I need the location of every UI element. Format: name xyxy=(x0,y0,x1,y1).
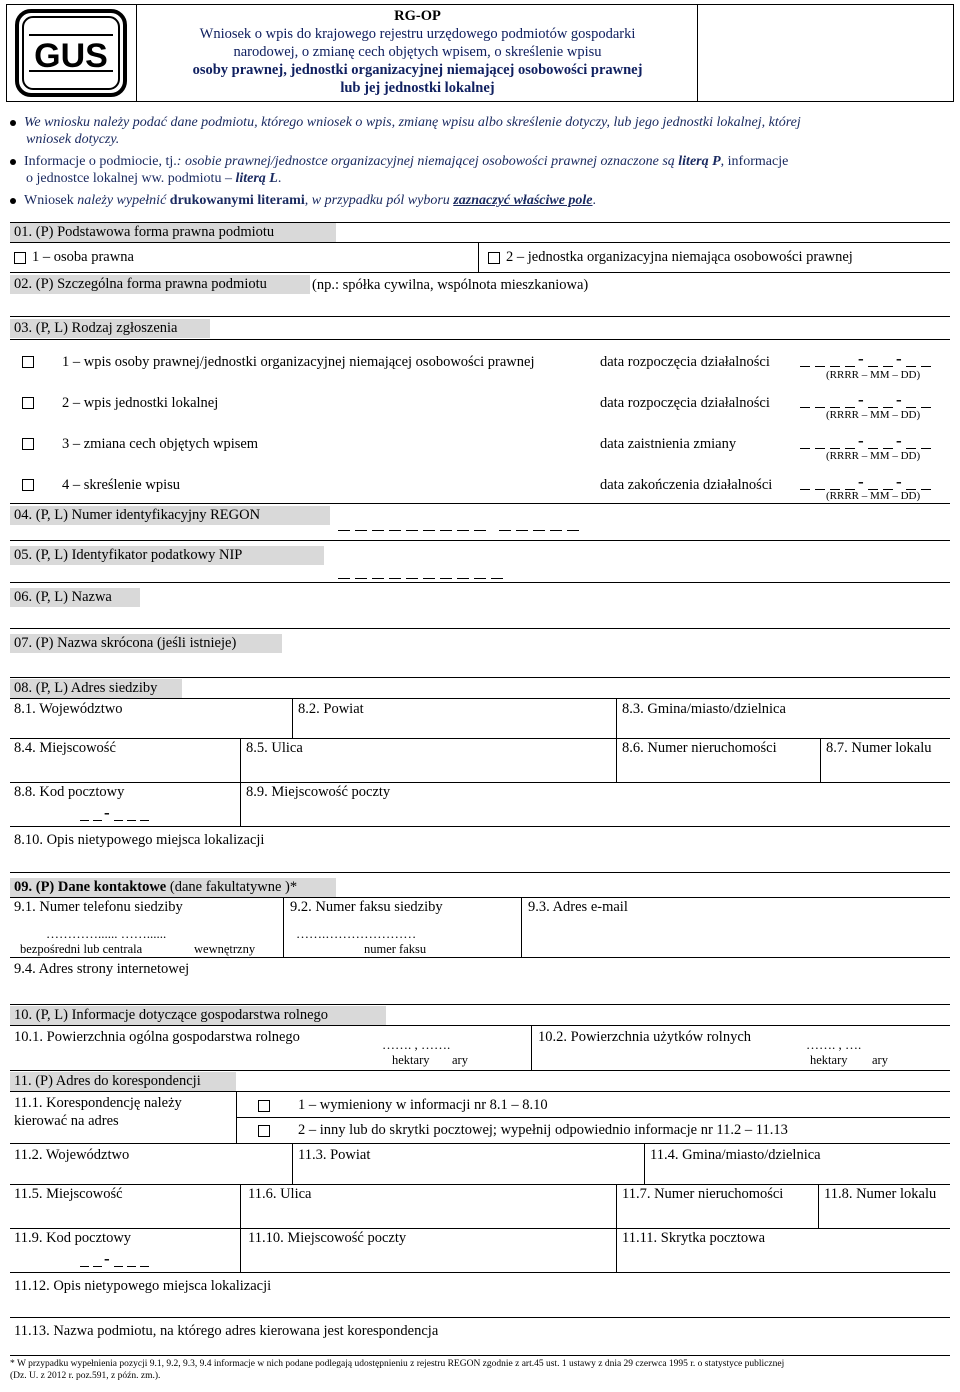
telefon-label-2: wewnętrzny xyxy=(194,942,256,956)
field-8-1[interactable]: 8.1. Województwo xyxy=(14,701,123,717)
date-format-hint: (RRRR – MM – DD) xyxy=(826,490,921,502)
digit-slot xyxy=(140,820,149,821)
field-8-4[interactable]: 8.4. Miejscowość xyxy=(14,740,116,756)
digit-slot xyxy=(883,448,893,449)
option-jednostka-checkbox[interactable] xyxy=(488,252,500,264)
section-07-title: 07. (P) Nazwa skrócona (jeśli istnieje) xyxy=(10,634,282,653)
digit-slot xyxy=(440,578,452,579)
form-header xyxy=(6,4,954,102)
field-11-4[interactable]: 11.4. Gmina/miasto/dzielnica xyxy=(650,1147,821,1163)
field-8-2[interactable]: 8.2. Powiat xyxy=(298,701,364,717)
digit-slot xyxy=(499,530,511,531)
digit-slot xyxy=(114,1266,123,1267)
digit-slot xyxy=(800,448,810,449)
digit-slot xyxy=(830,407,840,408)
field-11-2[interactable]: 11.2. Województwo xyxy=(14,1147,130,1163)
digit-slot xyxy=(355,530,367,531)
rodzaj-1-label: 1 – wpis osoby prawnej/jednostki organizacyjnej niemającej osobowości prawnej xyxy=(62,354,535,370)
digit-slot xyxy=(800,366,810,367)
digit-slot xyxy=(93,1266,102,1267)
digit-slot xyxy=(815,448,825,449)
separator-dash: - xyxy=(896,349,902,368)
rodzaj-4-checkbox[interactable] xyxy=(22,479,34,491)
separator-dash: - xyxy=(104,803,110,822)
footnote-line-2: (Dz. U. z 2012 r. poz.591, z późn. zm.). xyxy=(10,1371,161,1381)
digit-slot xyxy=(830,366,840,367)
telefon-label-1: bezpośredni lub centrala xyxy=(20,942,143,956)
field-11-5[interactable]: 11.5. Miejscowość xyxy=(14,1186,123,1202)
digit-slot xyxy=(140,1266,149,1267)
instruction-1-cont: wniosek dotyczy. xyxy=(26,132,120,147)
digit-slot xyxy=(868,407,878,408)
field-8-7[interactable]: 8.7. Numer lokalu xyxy=(826,740,932,756)
section-09-title: 09. (P) Dane kontaktowe (dane fakultatywne )* xyxy=(10,878,336,897)
field-11-6[interactable]: 11.6. Ulica xyxy=(248,1186,312,1202)
digit-slot xyxy=(80,1266,89,1267)
rodzaj-2-checkbox[interactable] xyxy=(22,397,34,409)
digit-slot xyxy=(457,578,469,579)
digit-slot xyxy=(815,366,825,367)
section-11-title: 11. (P) Adres do korespondencji xyxy=(10,1072,236,1091)
field-8-8[interactable]: 8.8. Kod pocztowy xyxy=(14,784,125,800)
logo-text: GUS xyxy=(34,37,108,75)
separator-dash: - xyxy=(858,431,864,450)
digit-slot xyxy=(868,366,878,367)
digit-slot xyxy=(533,530,545,531)
digit-slot xyxy=(127,820,136,821)
szczegolna-forma-input[interactable] xyxy=(10,296,950,314)
footnote-line-1: * W przypadku wypełnienia pozycji 9.1, 9.2, 9.3, 9.4 informacje w nich podane podlegają udostępnieniu z rejestru REGON zgodnie z art.45 ust. 1 ustawy z dnia 29 czerwca 1995 r. o statystyce publicznej xyxy=(10,1359,785,1369)
digit-slot xyxy=(906,407,916,408)
faks-dots: …….………………… xyxy=(296,926,417,941)
digit-slot xyxy=(845,407,855,408)
nazwa-skrocona-input[interactable] xyxy=(10,654,950,674)
telefon-dots: …………...... ……...... xyxy=(46,926,167,941)
nazwa-input[interactable] xyxy=(10,608,950,628)
field-11-1-line2: kierować na adres xyxy=(14,1113,119,1129)
rodzaj-1-date-label: data rozpoczęcia działalności xyxy=(600,354,770,370)
field-8-3[interactable]: 8.3. Gmina/miasto/dzielnica xyxy=(622,701,786,717)
digit-slot xyxy=(883,407,893,408)
digit-slot xyxy=(372,578,384,579)
digit-slot xyxy=(567,530,579,531)
date-format-hint: (RRRR – MM – DD) xyxy=(826,409,921,421)
field-11-12[interactable]: 11.12. Opis nietypowego miejsca lokalizacji xyxy=(14,1278,272,1294)
field-8-5[interactable]: 8.5. Ulica xyxy=(246,740,303,756)
gus-logo xyxy=(7,5,137,101)
digit-slot xyxy=(550,530,562,531)
bullet-icon xyxy=(10,198,16,204)
digit-slot xyxy=(845,448,855,449)
digit-slot xyxy=(815,407,825,408)
korespondencja-1-label: 1 – wymieniony w informacji nr 8.1 – 8.10 xyxy=(298,1097,548,1113)
section-01-title: 01. (P) Podstawowa forma prawna podmiotu xyxy=(10,223,336,242)
digit-slot xyxy=(921,489,931,490)
option-osoba-prawna-label: 1 – osoba prawna xyxy=(32,249,134,265)
section-06-title: 06. (P, L) Nazwa xyxy=(10,588,140,607)
field-11-8[interactable]: 11.8. Numer lokalu xyxy=(824,1186,937,1202)
digit-slot xyxy=(921,448,931,449)
digit-slot xyxy=(491,578,503,579)
separator-dash: - xyxy=(896,390,902,409)
korespondencja-1-checkbox[interactable] xyxy=(258,1100,270,1112)
title-line-4: lub jej jednostki lokalnej xyxy=(340,80,495,96)
field-10-2[interactable]: 10.2. Powierzchnia użytków rolnych xyxy=(538,1029,752,1045)
digit-slot xyxy=(372,530,384,531)
rodzaj-4-label: 4 – skreślenie wpisu xyxy=(62,477,180,493)
form-code: RG-OP xyxy=(394,8,441,24)
korespondencja-2-label: 2 – inny lub do skrytki pocztowej; wypełnij odpowiednio informacje nr 11.2 – 11.13 xyxy=(298,1122,788,1138)
section-04-title: 04. (P, L) Numer identyfikacyjny REGON xyxy=(10,506,330,525)
digit-slot xyxy=(406,530,418,531)
date-format-hint: (RRRR – MM – DD) xyxy=(826,369,921,381)
rodzaj-1-checkbox[interactable] xyxy=(22,356,34,368)
digit-slot xyxy=(906,366,916,367)
field-11-13[interactable]: 11.13. Nazwa podmiotu, na którego adres kierowana jest korespondencja xyxy=(14,1323,439,1339)
instruction-2: Informacje o podmiocie, tj.: osobie prawnej/jednostce organizacyjnej niemającej osobowości prawnej oznaczone są literą P, informacje xyxy=(10,153,788,170)
field-10-1[interactable]: 10.1. Powierzchnia ogólna gospodarstwa rolnego xyxy=(14,1029,300,1045)
field-8-9[interactable]: 8.9. Miejscowość poczty xyxy=(246,784,391,800)
digit-slot xyxy=(423,530,435,531)
instruction-2-cont: o jednostce lokalnej ww. podmiotu – literą L. xyxy=(26,171,282,186)
ary-label: ary xyxy=(872,1053,888,1067)
rodzaj-3-date-label: data zaistnienia zmiany xyxy=(600,436,737,452)
digit-slot xyxy=(406,578,418,579)
rodzaj-2-date-label: data rozpoczęcia działalności xyxy=(600,395,770,411)
instruction-3: Wniosek należy wypełnić drukowanymi literami, w przypadku pól wyboru zaznaczyć właściwe pole. xyxy=(10,192,596,209)
digit-slot xyxy=(474,578,486,579)
field-10-1-value: ……. , ……. xyxy=(382,1037,451,1052)
field-11-7[interactable]: 11.7. Numer nieruchomości xyxy=(622,1186,784,1202)
separator-dash: - xyxy=(896,431,902,450)
field-9-3[interactable]: 9.3. Adres e-mail xyxy=(528,899,628,915)
field-11-9[interactable]: 11.9. Kod pocztowy xyxy=(14,1230,132,1246)
digit-slot xyxy=(516,530,528,531)
digit-slot xyxy=(906,448,916,449)
digit-slot xyxy=(389,578,401,579)
digit-slot xyxy=(355,578,367,579)
section-02-title: 02. (P) Szczególna forma prawna podmiotu xyxy=(10,275,310,294)
digit-slot xyxy=(845,366,855,367)
field-9-2[interactable]: 9.2. Numer faksu siedziby xyxy=(290,899,443,915)
separator-dash: - xyxy=(104,1249,110,1268)
hektary-label: hektary xyxy=(810,1053,848,1067)
option-jednostka-label: 2 – jednostka organizacyjna niemająca osobowości prawnej xyxy=(506,249,853,265)
digit-slot xyxy=(815,489,825,490)
digit-slot xyxy=(440,530,452,531)
bullet-icon xyxy=(10,159,16,165)
digit-slot xyxy=(338,578,350,579)
form-title xyxy=(138,5,698,101)
section-10-title: 10. (P, L) Informacje dotyczące gospodarstwa rolnego xyxy=(10,1006,386,1025)
date-format-hint: (RRRR – MM – DD) xyxy=(826,450,921,462)
ary-label: ary xyxy=(452,1053,468,1067)
digit-slot xyxy=(474,530,486,531)
rodzaj-3-checkbox[interactable] xyxy=(22,438,34,450)
digit-slot xyxy=(114,820,123,821)
faks-label: numer faksu xyxy=(364,942,427,956)
title-line-1: Wniosek o wpis do krajowego rejestru urzędowego podmiotów gospodarki xyxy=(199,26,636,42)
digit-slot xyxy=(93,820,102,821)
digit-slot xyxy=(80,820,89,821)
field-8-10[interactable]: 8.10. Opis nietypowego miejsca lokalizacji xyxy=(14,832,265,848)
bullet-icon xyxy=(10,120,16,126)
hektary-label: hektary xyxy=(392,1053,430,1067)
digit-slot xyxy=(883,366,893,367)
digit-slot xyxy=(389,530,401,531)
rodzaj-3-label: 3 – zmiana cech objętych wpisem xyxy=(62,436,259,452)
rodzaj-4-date-label: data zakończenia działalności xyxy=(600,477,773,493)
section-02-hint: (np.: spółka cywilna, wspólnota mieszkaniowa) xyxy=(312,277,589,293)
digit-slot xyxy=(457,530,469,531)
separator-dash: - xyxy=(858,472,864,491)
digit-slot xyxy=(921,366,931,367)
digit-slot xyxy=(127,1266,136,1267)
section-05-title: 05. (P, L) Identyfikator podatkowy NIP xyxy=(10,546,324,565)
section-08-title: 08. (P, L) Adres siedziby xyxy=(10,679,182,698)
digit-slot xyxy=(423,578,435,579)
digit-slot xyxy=(800,489,810,490)
separator-dash: - xyxy=(896,472,902,491)
digit-slot xyxy=(868,448,878,449)
regon-input[interactable] xyxy=(338,516,658,536)
separator-dash: - xyxy=(858,349,864,368)
digit-slot xyxy=(800,407,810,408)
digit-slot xyxy=(830,448,840,449)
title-line-2: narodowej, o zmianę cech objętych wpisem, o skreślenie wpisu xyxy=(233,44,602,60)
digit-slot xyxy=(338,530,350,531)
field-11-3[interactable]: 11.3. Powiat xyxy=(298,1147,371,1163)
field-10-2-value: ……. , …. xyxy=(806,1037,862,1052)
section-03-title: 03. (P, L) Rodzaj zgłoszenia xyxy=(10,319,210,338)
field-9-1[interactable]: 9.1. Numer telefonu siedziby xyxy=(14,899,183,915)
field-11-1-line1: 11.1. Korespondencję należy xyxy=(14,1095,182,1111)
field-8-6[interactable]: 8.6. Numer nieruchomości xyxy=(622,740,777,756)
footnote xyxy=(10,1358,950,1382)
option-osoba-prawna-checkbox[interactable] xyxy=(14,252,26,264)
field-11-11[interactable]: 11.11. Skrytka pocztowa xyxy=(622,1230,766,1246)
nip-input[interactable] xyxy=(338,564,558,584)
instruction-1: We wniosku należy podać dane podmiotu, którego wniosek o wpis, zmianę wpisu albo skreślenie dotyczy, lub jego jednostki lokalnej, której xyxy=(10,114,801,131)
rodzaj-2-label: 2 – wpis jednostki lokalnej xyxy=(62,395,219,411)
korespondencja-2-checkbox[interactable] xyxy=(258,1125,270,1137)
field-11-10[interactable]: 11.10. Miejscowość poczty xyxy=(248,1230,407,1246)
digit-slot xyxy=(921,407,931,408)
separator-dash: - xyxy=(858,390,864,409)
title-line-3: osoby prawnej, jednostki organizacyjnej niemającej osobowości prawnej xyxy=(192,62,643,78)
field-9-4[interactable]: 9.4. Adres strony internetowej xyxy=(14,961,190,977)
